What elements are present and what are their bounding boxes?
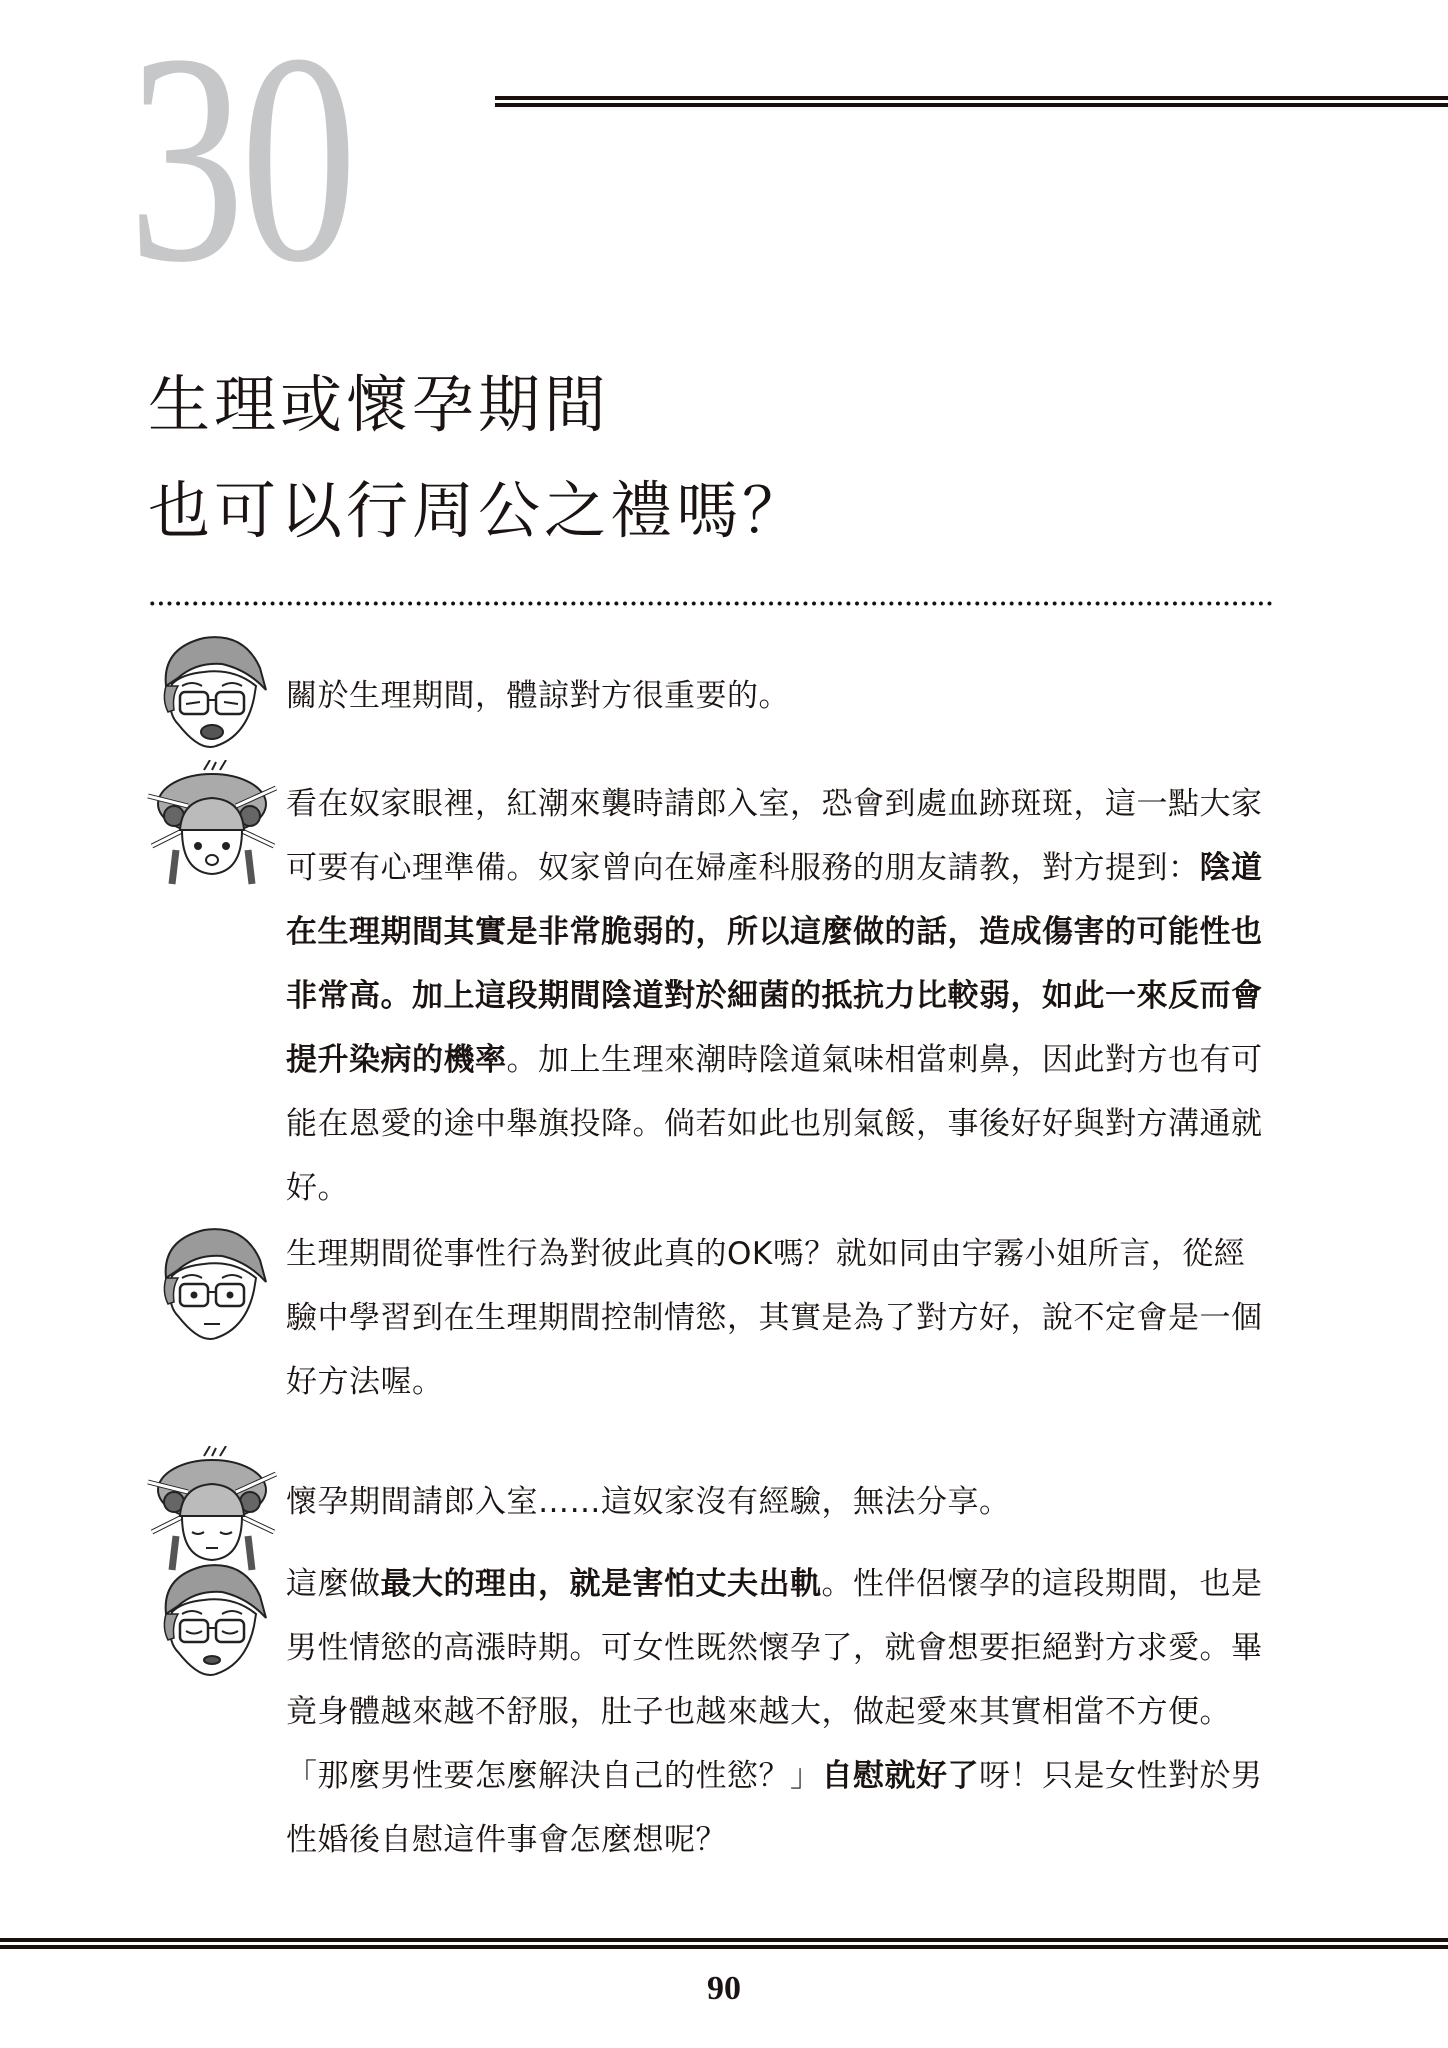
page-number: 90	[707, 1970, 741, 2007]
man-with-glasses-eyes-closed-icon	[148, 1556, 278, 1686]
footer-double-rule	[0, 1938, 1448, 1950]
title-line-2: 也可以行周公之禮嗎？	[148, 474, 809, 547]
chapter-number: 30	[128, 0, 353, 324]
dialogue-text: 這麼做最大的理由，就是害怕丈夫出軌。性伴侶懷孕的這段期間，也是男性情慾的高漲時期。可女性既然懷孕了，就會想要拒絕對方求愛。畢竟身體越來越不舒服，肚子也越來越大，做起愛來其實相當不方便。「那麼男性要怎麼解決自己的性慾？」自慰就好了呀！只是女性對於男性婚後自慰這件事會怎麼想呢？	[286, 1566, 1263, 1858]
dialogue-text: 懷孕期間請郎入室……這奴家沒有經驗，無法分享。	[286, 1484, 1011, 1520]
man-with-glasses-talking-icon	[148, 628, 278, 758]
dotted-divider	[148, 601, 1272, 606]
page-title	[148, 352, 808, 564]
woman-oiran-hairpins-surprised-icon	[142, 760, 282, 890]
header-double-rule	[495, 96, 1448, 108]
man-with-glasses-neutral-icon	[148, 1220, 278, 1350]
dialogue-text: 生理期間從事性行為對彼此真的OK嗎？就如同由宇霧小姐所言，從經驗中學習到在生理期間控制情慾，其實是為了對方好，說不定會是一個好方法喔。	[286, 1236, 1263, 1400]
dialogue-text: 關於生理期間，體諒對方很重要的。	[286, 678, 790, 714]
dialogue-text: 看在奴家眼裡，紅潮來襲時請郎入室，恐會到處血跡斑斑，這一點大家可要有心理準備。奴家曾向在婦產科服務的朋友請教，對方提到：陰道在生理期間其實是非常脆弱的，所以這麼做的話，造成傷害的可能性也非常高。加上這段期間陰道對於細菌的抵抗力比較弱，如此一來反而會提升染病的機率。加上生理來潮時陰道氣味相當刺鼻，因此對方也有可能在恩愛的途中舉旗投降。倘若如此也別氣餒，事後好好與對方溝通就好。	[286, 786, 1263, 1206]
title-line-1: 生理或懷孕期間	[148, 368, 611, 441]
